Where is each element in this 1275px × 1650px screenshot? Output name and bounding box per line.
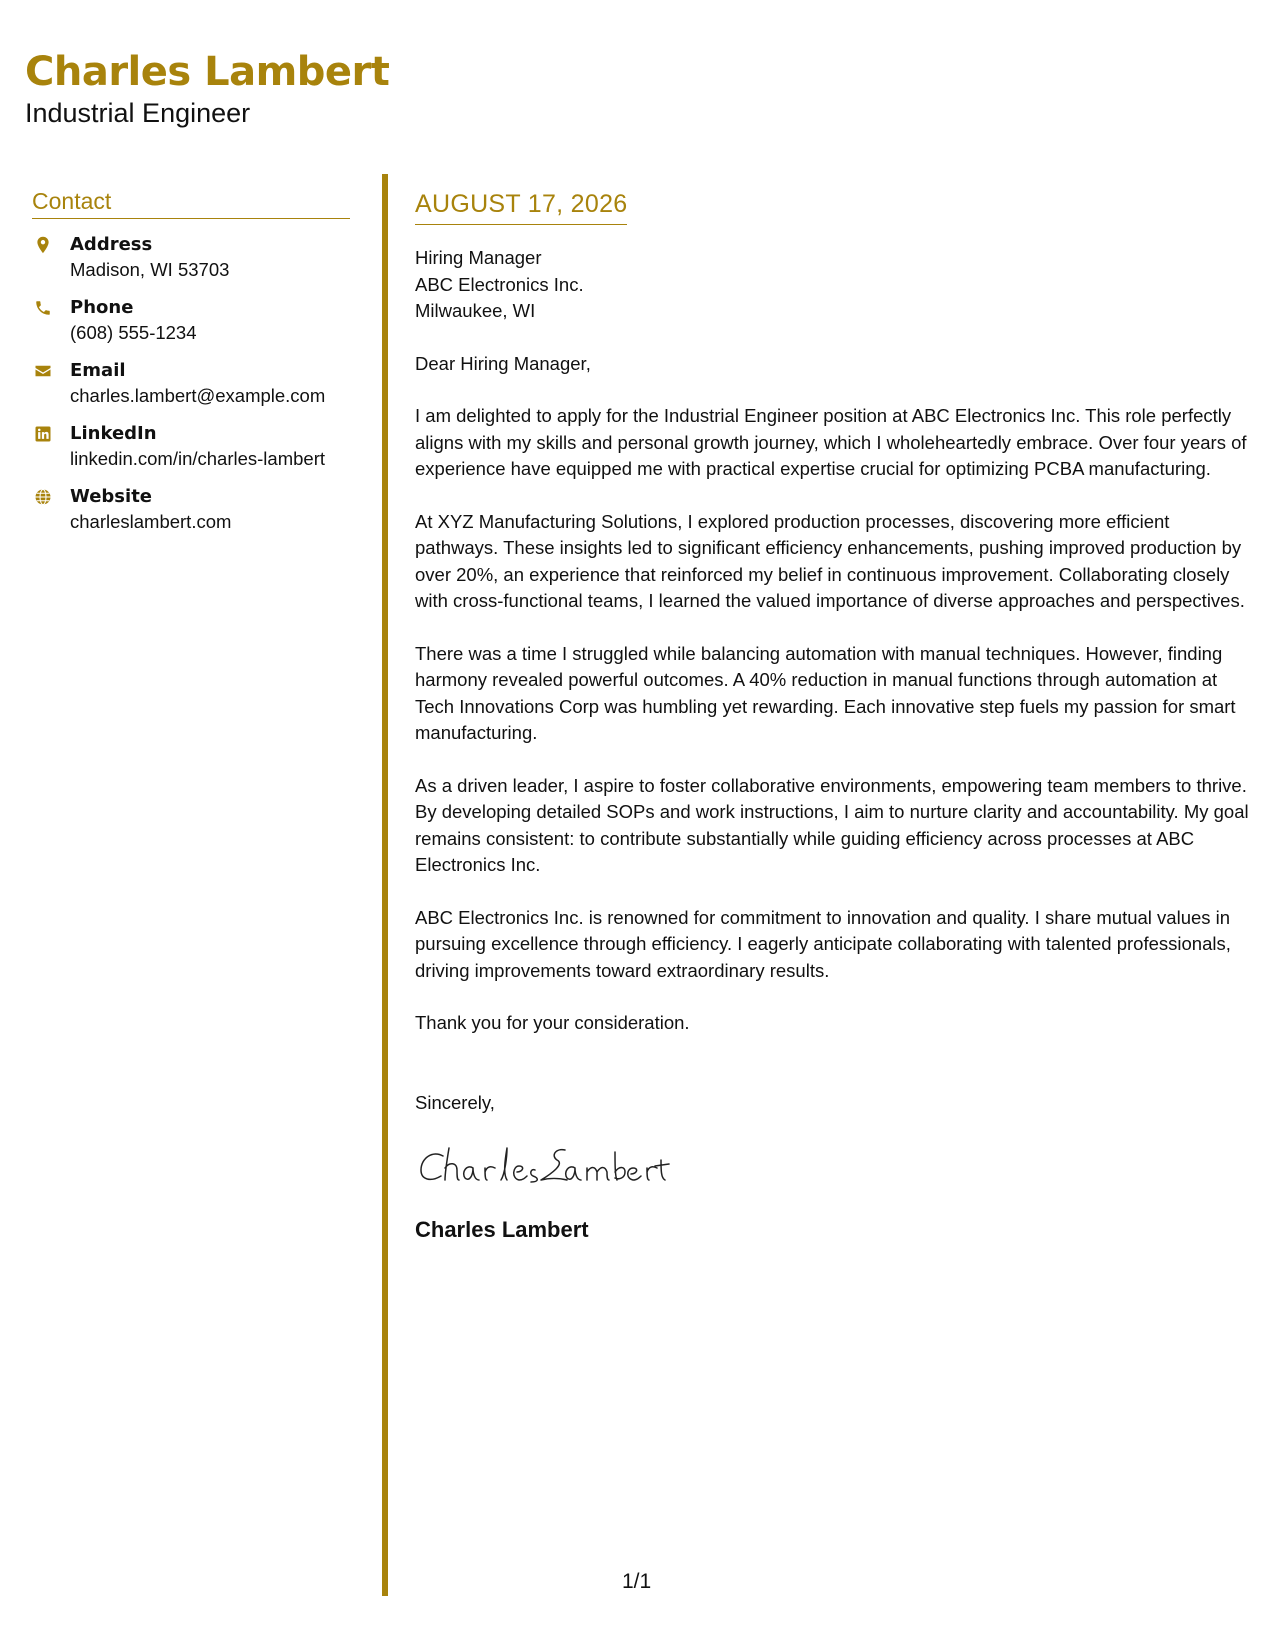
envelope-icon [34,362,52,380]
address-label: Address [70,234,153,255]
linkedin-icon [34,425,52,443]
letter-body [415,190,1255,1243]
phone-value: (608) 555-1234 [70,322,197,343]
contact-item-website [32,485,350,534]
contact-item-linkedin [32,422,350,471]
contact-sidebar [32,188,350,548]
contact-item-phone [32,296,350,345]
contact-item-email [32,359,350,408]
letter-date: AUGUST 17, 2026 [415,190,627,225]
body-paragraph: Thank you for your consideration. [415,1012,690,1033]
handwritten-signature [415,1134,675,1194]
recipient-line: Hiring Manager [415,247,542,268]
applicant-title: Industrial Engineer [25,98,251,128]
email-value[interactable]: charles.lambert@example.com [70,385,326,406]
letter-header [25,48,389,130]
contact-section-title: Contact [32,188,350,219]
page-number: 1/1 [622,1570,652,1593]
location-pin-icon [34,236,52,254]
phone-label: Phone [70,297,134,318]
body-paragraph: There was a time I struggled while balancing automation with manual techniques. However, finding harmony revealed powerful outcomes. A 40% reduction in manual functions through automation at Tech Innovations Corp was humbling yet rewarding. Each innovative step fuels my passion for smart manufacturing. [415,642,1236,743]
address-value: Madison, WI 53703 [70,259,230,280]
phone-icon [34,299,52,317]
closing: Sincerely, [415,1091,495,1113]
body-paragraph: As a driven leader, I aspire to foster collaborative environments, empowering team members to thrive. By developing detailed SOPs and work instructions, I aim to nurture clarity and accountability. My goal remains consistent: to contribute substantially while guiding efficiency across processes at ABC Electronics Inc. [415,774,1249,875]
email-label: Email [70,360,126,381]
recipient-line: Milwaukee, WI [415,300,536,321]
salutation: Dear Hiring Manager, [415,352,591,374]
website-value[interactable]: charleslambert.com [70,511,232,532]
contact-item-address [32,233,350,282]
linkedin-label: LinkedIn [70,423,157,444]
recipient-block [415,245,1255,325]
body-paragraph: I am delighted to apply for the Industrial Engineer position at ABC Electronics Inc. This role perfectly aligns with my skills and personal growth journey, which I wholeheartedly embrace. Over four years of experience have equipped me with practical expertise crucial for optimizing PCBA manufacturing. [415,405,1247,479]
globe-icon [34,488,52,506]
recipient-line: ABC Electronics Inc. [415,273,584,295]
vertical-divider [382,174,388,1596]
body-paragraph: ABC Electronics Inc. is renowned for commitment to innovation and quality. I share mutual values in pursuing excellence through efficiency. I eagerly anticipate collaborating with talented professionals, driving improvements toward extraordinary results. [415,906,1231,981]
website-label: Website [70,486,153,507]
applicant-name: Charles Lambert [25,49,390,95]
signed-name: Charles Lambert [415,1217,589,1242]
body-paragraph: At XYZ Manufacturing Solutions, I explored production processes, discovering more efficient pathways. These insights led to significant efficiency enhancements, pushing improved production by over 20%, an experience that reinforced my belief in continuous improvement. Collaborating closely with cross-functional teams, I learned the valued importance of diverse approaches and perspectives. [415,510,1245,611]
linkedin-value[interactable]: linkedin.com/in/charles-lambert [70,448,325,469]
